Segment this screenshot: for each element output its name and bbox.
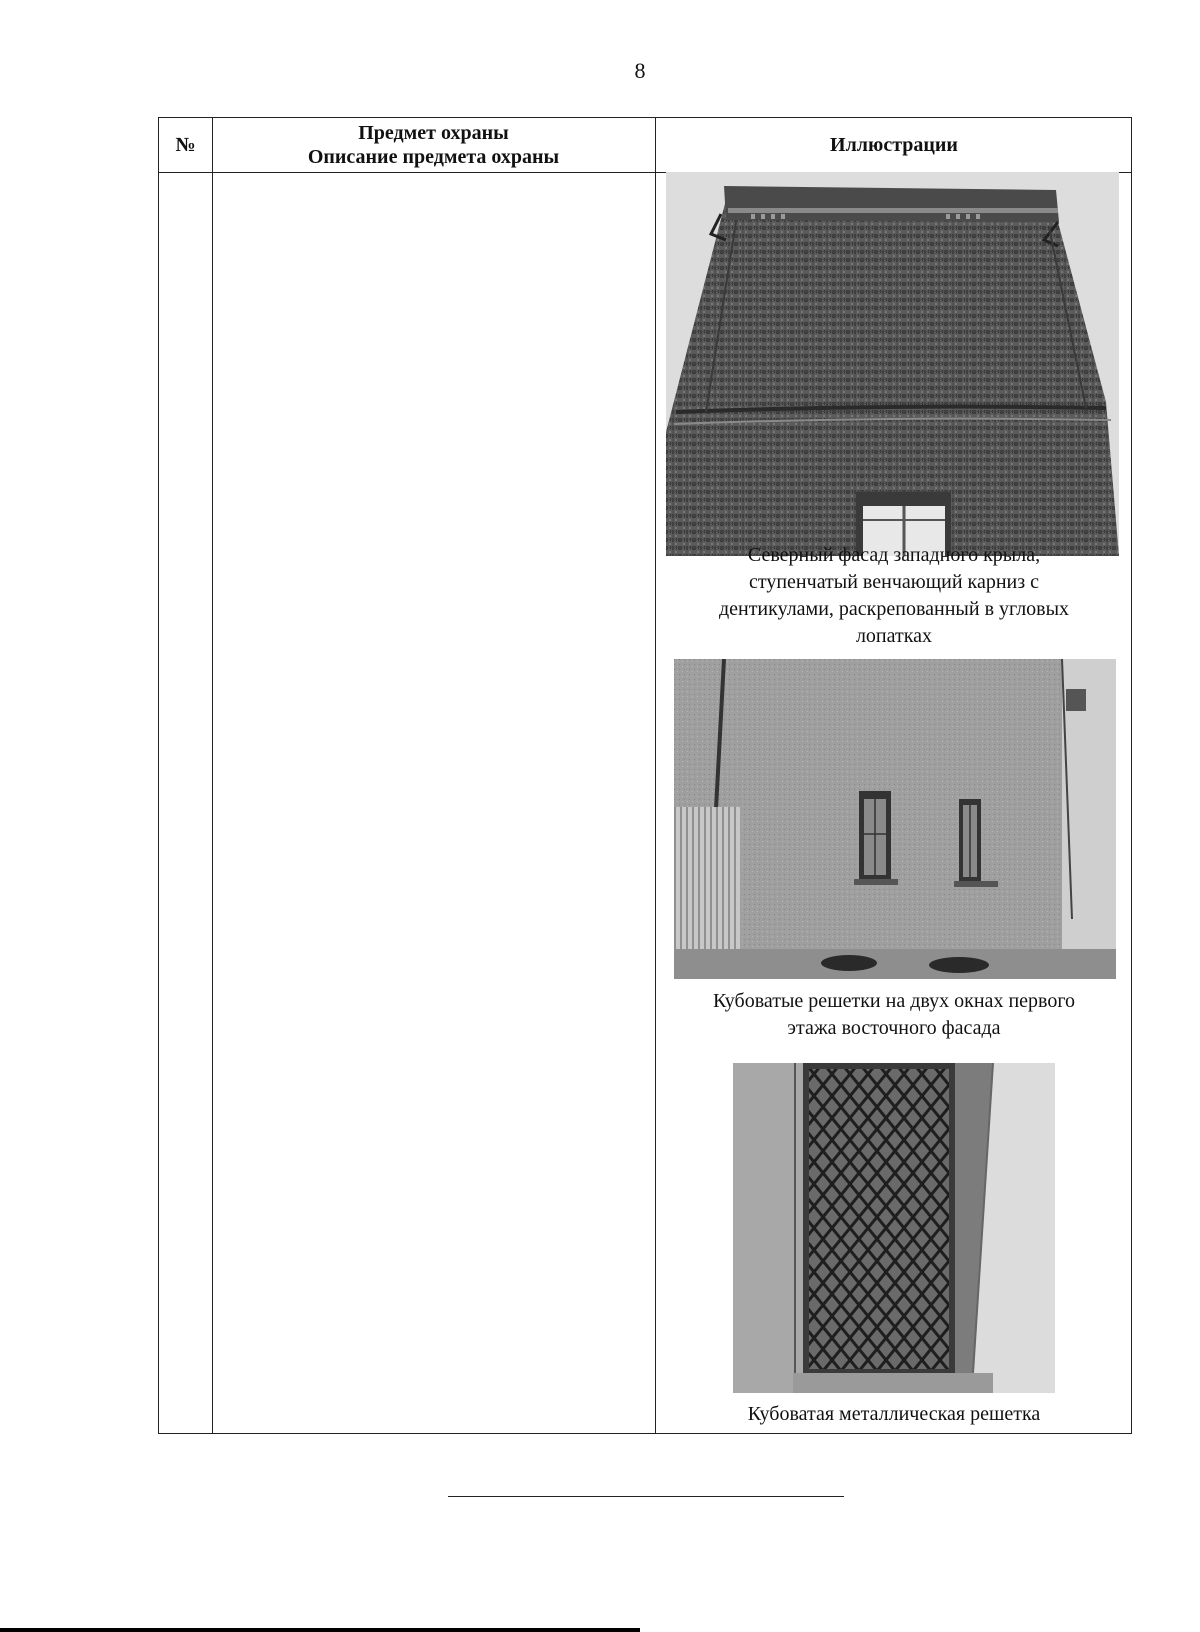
caption-north-facade xyxy=(655,542,1133,650)
column-divider xyxy=(655,118,656,1433)
caption-line: дентикулами, раскрепованный в угловых xyxy=(718,598,1070,620)
header-subject-title: Предмет охраны xyxy=(358,122,509,144)
header-subject-description: Описание предмета охраны xyxy=(307,146,560,168)
header-subject xyxy=(212,118,655,172)
photo-north-facade-image xyxy=(666,172,1119,556)
photo-north-facade xyxy=(666,172,1119,556)
caption-east-facade-windows xyxy=(655,988,1133,1042)
protection-subject-table xyxy=(158,117,1132,1434)
photo-metal-grille xyxy=(733,1063,1055,1393)
caption-line: этажа восточного фасада xyxy=(787,1017,1001,1039)
caption-line: Кубоватая металлическая решетка xyxy=(747,1403,1041,1425)
photo-east-facade-windows xyxy=(674,659,1116,979)
scan-edge-artifact xyxy=(0,1628,640,1632)
closing-rule xyxy=(448,1496,844,1497)
photo-east-facade-windows-image xyxy=(674,659,1116,979)
caption-line: Кубоватые решетки на двух окнах первого xyxy=(712,990,1076,1012)
page-number: 8 xyxy=(634,58,646,83)
caption-line: лопатках xyxy=(855,625,933,647)
header-number: № xyxy=(175,134,196,156)
caption-metal-grille xyxy=(655,1401,1133,1428)
caption-line: Северный фасад западного крыла, xyxy=(747,544,1041,566)
photo-metal-grille-image xyxy=(733,1063,1055,1393)
header-illustrations: Иллюстрации xyxy=(830,134,958,156)
column-divider xyxy=(212,118,213,1433)
caption-line: ступенчатый венчающий карниз с xyxy=(749,571,1039,593)
